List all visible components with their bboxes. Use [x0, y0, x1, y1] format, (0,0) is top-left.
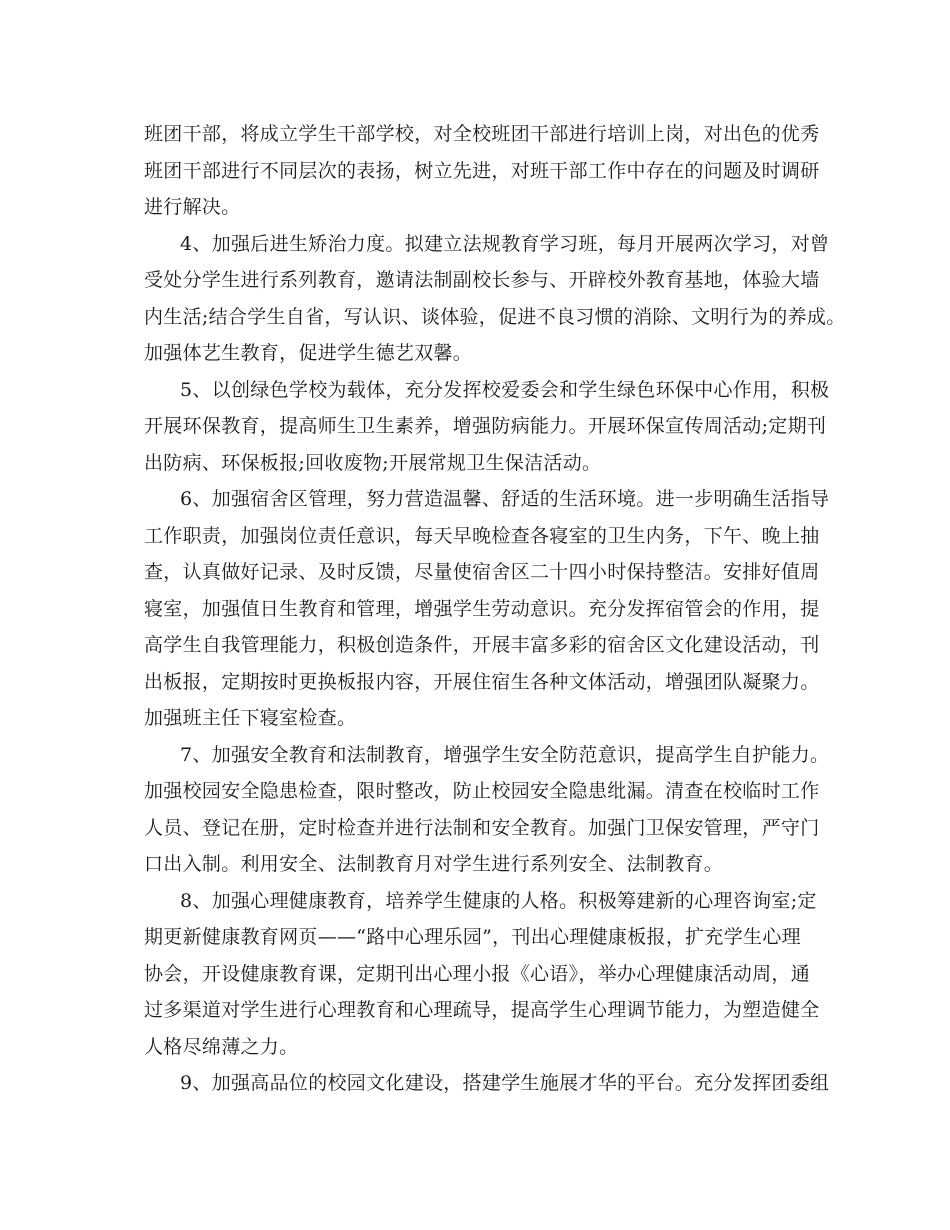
- text-line: 高学生自我管理能力，积极创造条件，开展丰富多彩的宿舍区文化建设活动，刊: [144, 634, 820, 656]
- text-line: 班团干部，将成立学生干部学校，对全校班团干部进行培训上岗，对出色的优秀: [144, 123, 820, 145]
- document-body: [144, 116, 846, 1102]
- text-line: 进行解决。: [144, 196, 241, 218]
- text-line: 人员、登记在册，定时检查并进行法制和安全教育。加强门卫保安管理，严守门: [144, 816, 820, 839]
- text-line: 加强体艺生教育，促进学生德艺双馨。: [144, 342, 473, 364]
- text-line: 协会，开设健康教育课，定期刊出心理小报《心语》，举办心理健康活动周，通: [144, 962, 811, 985]
- text-line: 期更新健康教育网页——“路中心理乐园”，刊出心理健康板报，扩充学生心理: [144, 926, 801, 948]
- text-line: 班团干部进行不同层次的表扬，树立先进，对班干部工作中存在的问题及时调研: [144, 159, 820, 182]
- text-line: 5、以创绿色学校为载体，充分发挥校爱委会和学生绿色环保中心作用，积极: [180, 378, 830, 401]
- text-line: 人格尽绵薄之力。: [144, 1035, 299, 1058]
- text-line: 加强校园安全隐患检查，限时整改，防止校园安全隐患纰漏。清查在校临时工作: [144, 780, 820, 802]
- text-line: 出板报，定期按时更换板报内容，开展住宿生各种文体活动，增强团队凝聚力。: [144, 670, 820, 693]
- text-line: 寝室，加强值日生教育和管理，增强学生劳动意识。充分发挥宿管会的作用，提: [144, 597, 820, 620]
- text-line: 加强班主任下寝室检查。: [144, 707, 357, 729]
- text-line: 8、加强心理健康教育，培养学生健康的人格。积极筹建新的心理咨询室;定: [180, 889, 817, 912]
- text-line: 查，认真做好记录、及时反馈，尽量使宿舍区二十四小时保持整洁。安排好值周: [144, 561, 820, 583]
- text-line: 工作职责，加强岗位责任意识，每天早晚检查各寝室的卫生内务，下午、晚上抽: [144, 524, 820, 547]
- text-line: 受处分学生进行系列教育，邀请法制副校长参与、开辟校外教育基地，体验大墙: [144, 269, 820, 291]
- text-line: 6、加强宿舍区管理，努力营造温馨、舒适的生活环境。进一步明确生活指导: [180, 488, 830, 510]
- text-line: 内生活;结合学生自省，写认识、谈体验，促进不良习惯的消除、文明行为的养成。: [144, 305, 846, 328]
- text-line: 开展环保教育，提高师生卫生素养，增强防病能力。开展环保宣传周活动;定期刊: [144, 415, 827, 437]
- text-line: 出防病、环保板报;回收废物;开展常规卫生保洁活动。: [144, 451, 602, 474]
- text-line: 口出入制。利用安全、法制教育月对学生进行系列安全、法制教育。: [144, 853, 724, 875]
- text-line: 过多渠道对学生进行心理教育和心理疏导，提高学生心理调节能力，为塑造健全: [144, 999, 820, 1021]
- text-line: 9、加强高品位的校园文化建设，搭建学生施展才华的平台。充分发挥团委组: [180, 1072, 830, 1094]
- text-line: 7、加强安全教育和法制教育，增强学生安全防范意识，提高学生自护能力。: [180, 743, 830, 766]
- text-line: 4、加强后进生矫治力度。拟建立法规教育学习班，每月开展两次学习，对曾: [180, 232, 830, 255]
